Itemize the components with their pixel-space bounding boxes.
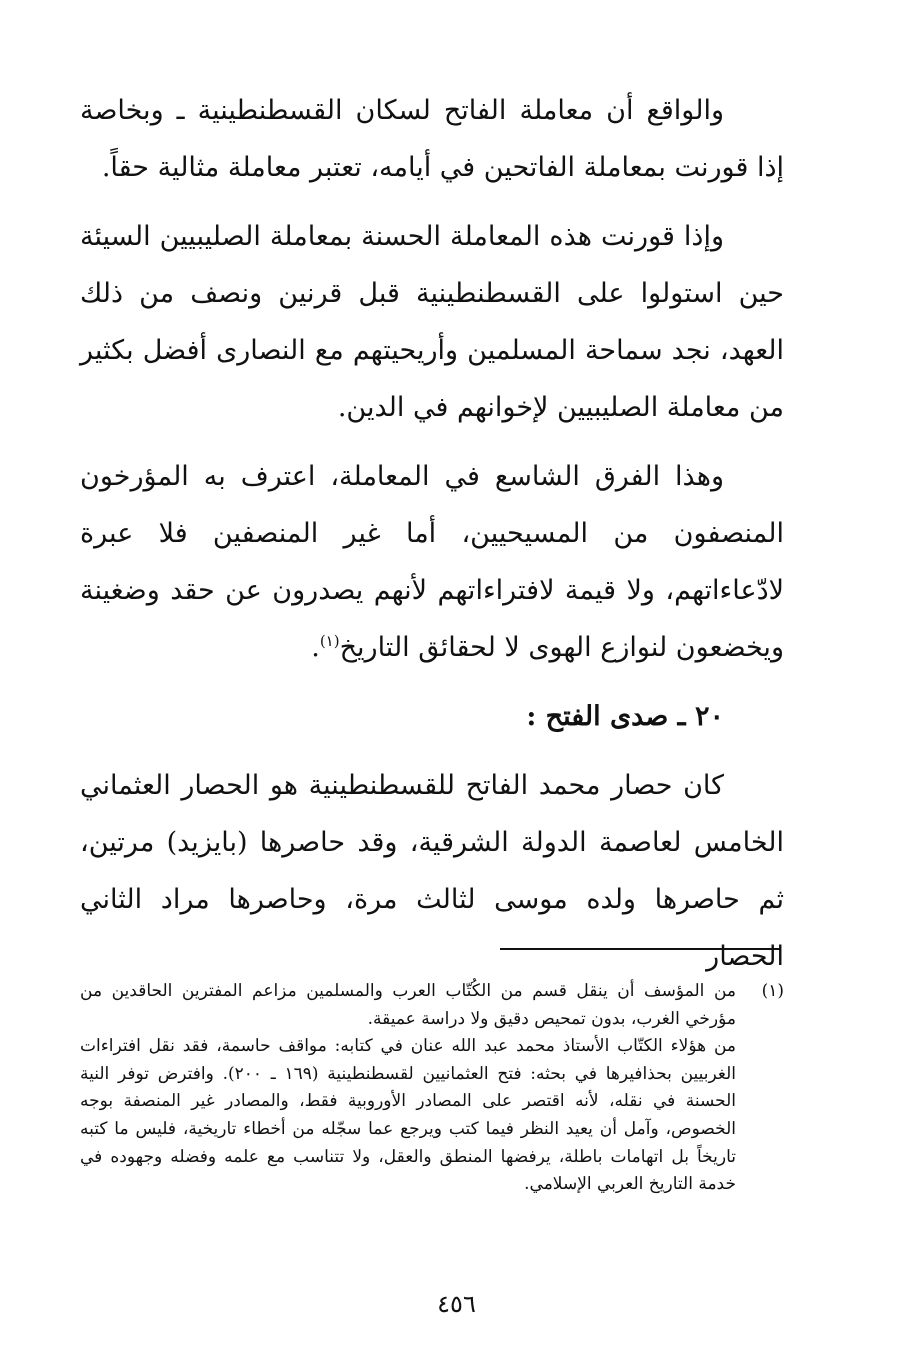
footnote-number: (١) [761, 981, 784, 1001]
footnote-line-2: من هؤلاء الكتّاب الأستاذ محمد عبد الله عنان في كتابه: مواقف حاسمة، فقد نقل افتراءات الغربيين بحذافيرها في بحثه: فتح العثمانيين لقسطنطينية (١٦٩ ـ ٢٠٠). وافترض توفر النية الحسنة في نقله، لأنه اقتصر على المصادر الأوروبية فقط، والمصادر غير المنصفة بوجه الخصوص، وآمل أن يعيد النظر فيما كتب ويرجع عما سجّله من أخطاء تاريخية، فليس ما كتبه تاريخاً بل اتهامات باطلة، يرفضها المنطق والعقل، ولا تتناسب مع علمه وفضله وجهوده في خدمة التاريخ العربي الإسلامي. [80, 1036, 736, 1195]
footnote-reference[interactable]: (١) [319, 632, 340, 650]
page-number: ٤٥٦ [437, 1290, 476, 1318]
paragraph-3-end: . [311, 632, 320, 663]
footnote-body [80, 978, 736, 1199]
footnotes [80, 978, 784, 1199]
paragraph-4: كان حصار محمد الفاتح للقسطنطينية هو الحصار العثماني الخامس لعاصمة الدولة الشرقية، وقد حاصرها (بايزيد) مرتين، ثم حاصرها ولده موسى لثالث مرة، وحاصرها مراد الثاني الحصار [80, 770, 784, 972]
footnote-line-1: من المؤسف أن ينقل قسم من الكُتّاب العرب والمسلمين مزاعم المفترين الحاقدين من مؤرخي الغرب، بدون تمحيص دقيق ولا دراسة عميقة. [80, 981, 736, 1029]
footnote [80, 978, 784, 1199]
paragraph-3 [80, 448, 784, 676]
section-heading: ٢٠ ـ صدى الفتح : [526, 701, 724, 732]
footnote-separator [500, 948, 781, 950]
paragraph-2: وإذا قورنت هذه المعاملة الحسنة بمعاملة الصليبيين السيئة حين استولوا على القسطنطينية قبل قرنين ونصف من ذلك العهد، نجد سماحة المسلمين وأريحيتهم مع النصارى أفضل بكثير من معاملة الصليبيين لإخوانهم في الدين. [80, 221, 784, 423]
paragraph-1: والواقع أن معاملة الفاتح لسكان القسطنطينية ـ وبخاصة إذا قورنت بمعاملة الفاتحين في أيامه، تعتبر معاملة مثالية حقاً. [80, 95, 784, 183]
paragraph-3-text: وهذا الفرق الشاسع في المعاملة، اعترف به المؤرخون المنصفون من المسيحيين، أما غير المنصفين فلا عبرة لادّعاءاتهم، ولا قيمة لافتراءاتهم لأنهم يصدرون عن حقد وضغينة ويخضعون لنوازع الهوى لا لحقائق التاريخ [80, 461, 784, 663]
main-text [80, 82, 784, 997]
